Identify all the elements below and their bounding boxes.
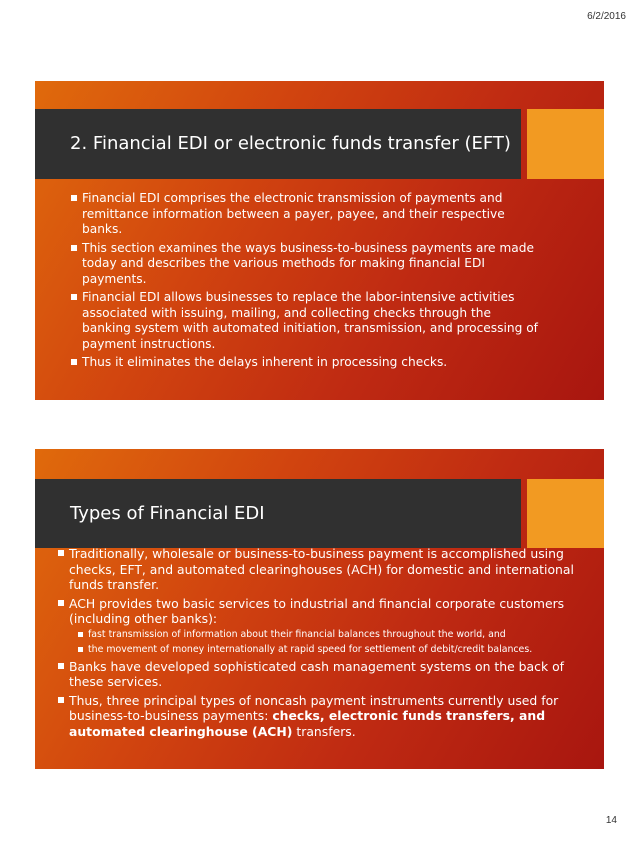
bullet-item-ach xyxy=(57,596,597,656)
slide-types-of-financial-edi xyxy=(35,449,604,769)
bullet-text-suffix: transfers. xyxy=(292,723,356,739)
accent-block xyxy=(527,109,604,179)
bullet-item: Traditionally, wholesale or business-to-business payment is accomplished using checks, EFT, and automated clearinghouses (ACH) for domestic and international funds transfer. xyxy=(57,546,597,593)
page-date: 6/2/2016 xyxy=(587,11,626,22)
slide-title-bar xyxy=(35,479,521,548)
sub-bullet-item: the movement of money internationally at rapid speed for settlement of debit/credit balances. xyxy=(77,644,597,656)
slide-title: 2. Financial EDI or electronic funds transfer (EFT) xyxy=(70,133,511,154)
slide-financial-edi xyxy=(35,81,604,400)
bullet-item xyxy=(57,693,597,740)
slide-title-bar xyxy=(35,109,521,179)
bullet-item: This section examines the ways business-to-business payments are made today and describes the various methods for making financial EDI payments. xyxy=(70,241,540,288)
bullet-item: Banks have developed sophisticated cash management systems on the back of these services. xyxy=(57,659,597,690)
bullet-text-prefix: Thus, three principal types of noncash payment instruments currently used for business-to-business payments: xyxy=(69,692,559,723)
slide-title: Types of Financial EDI xyxy=(70,502,265,524)
bullet-text: ACH provides two basic services to industrial and financial corporate customers (including other banks): xyxy=(69,595,565,626)
bullet-list xyxy=(57,546,597,742)
bullet-text-bold: checks, electronic funds transfers, and automated clearinghouse (ACH) xyxy=(69,708,546,739)
bullet-item: Financial EDI allows businesses to replace the labor-intensive activities associated with issuing, mailing, and collecting checks through the banking system with automated initiation, transmission, and processing of payment instructions. xyxy=(70,290,540,352)
sub-bullet-list xyxy=(69,629,597,656)
sub-bullet-item: fast transmission of information about their financial balances throughout the world, and xyxy=(77,629,597,641)
bullet-item: Financial EDI comprises the electronic transmission of payments and remittance information between a payer, payee, and their respective banks. xyxy=(70,191,540,238)
bullet-item: Thus it eliminates the delays inherent in processing checks. xyxy=(70,355,540,371)
bullet-list xyxy=(70,191,540,374)
accent-block xyxy=(527,479,604,548)
page-number: 14 xyxy=(605,815,617,826)
